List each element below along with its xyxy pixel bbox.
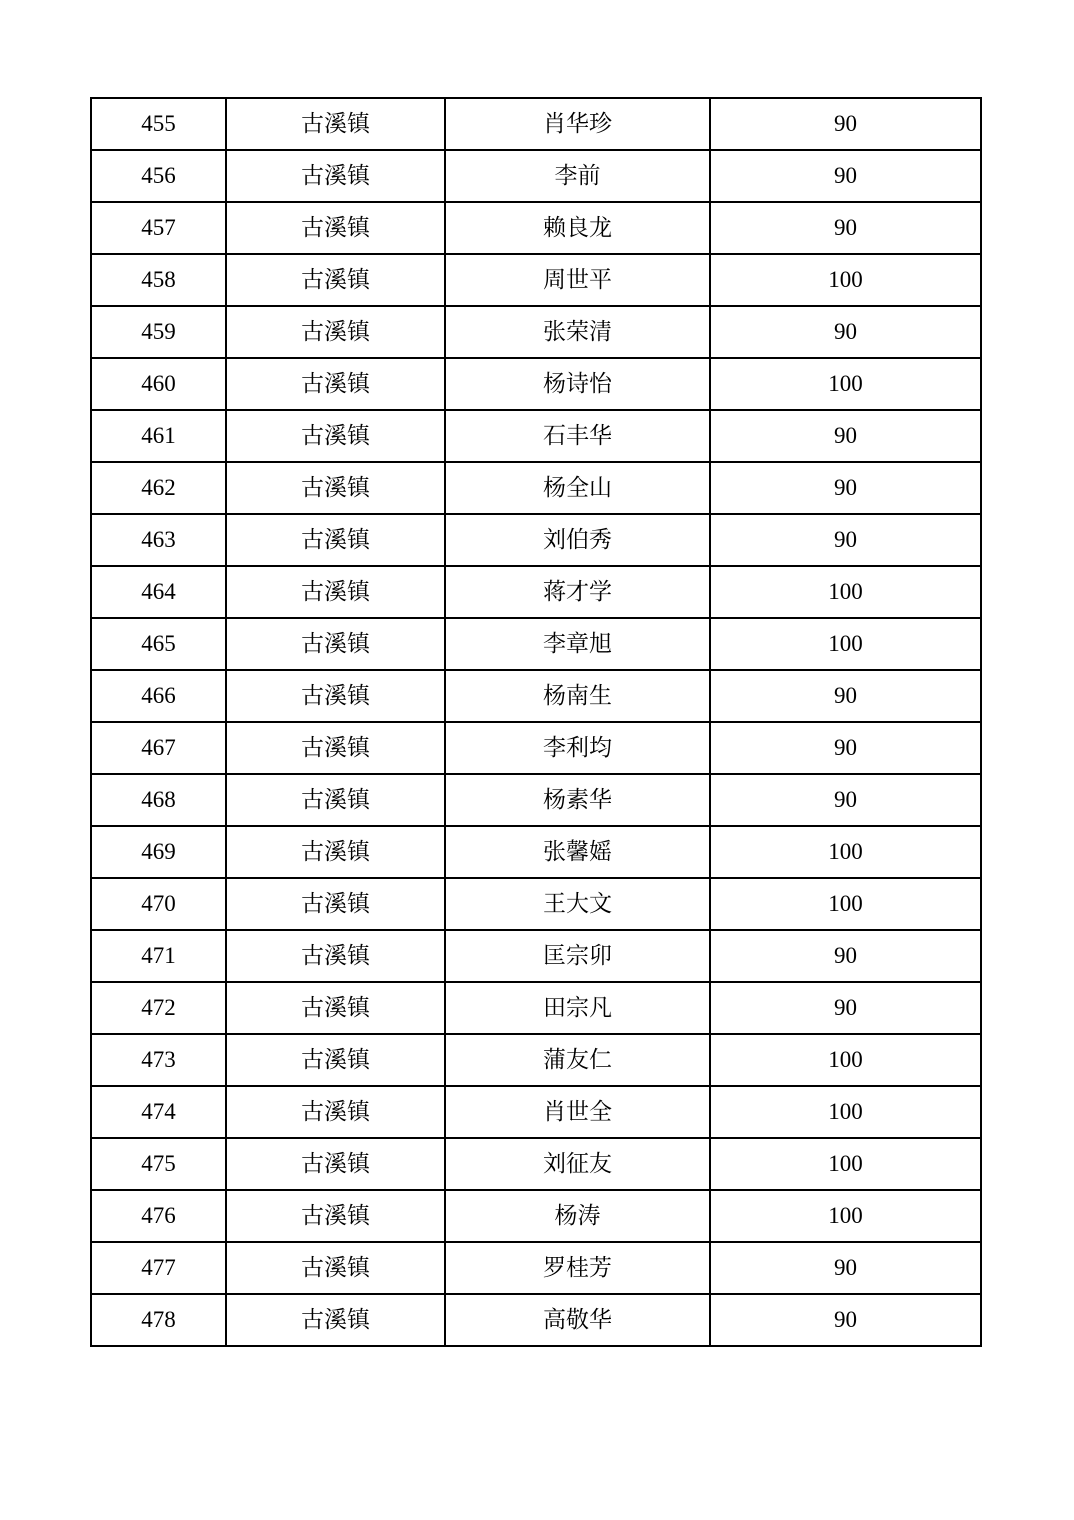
row-number-cell: 467 xyxy=(91,722,226,774)
person-name-cell: 肖华珍 xyxy=(445,98,710,150)
person-name-cell: 石丰华 xyxy=(445,410,710,462)
amount-cell: 90 xyxy=(710,202,981,254)
table-row xyxy=(91,1086,981,1138)
amount-cell: 100 xyxy=(710,1190,981,1242)
town-cell: 古溪镇 xyxy=(226,1190,445,1242)
person-name-cell: 王大文 xyxy=(445,878,710,930)
row-number-cell: 459 xyxy=(91,306,226,358)
amount-cell: 90 xyxy=(710,306,981,358)
amount-cell: 100 xyxy=(710,618,981,670)
amount-cell: 90 xyxy=(710,462,981,514)
row-number-cell: 469 xyxy=(91,826,226,878)
amount-cell: 90 xyxy=(710,514,981,566)
person-name-cell: 李前 xyxy=(445,150,710,202)
table-row xyxy=(91,202,981,254)
town-cell: 古溪镇 xyxy=(226,930,445,982)
person-name-cell: 刘征友 xyxy=(445,1138,710,1190)
person-name-cell: 杨诗怡 xyxy=(445,358,710,410)
town-cell: 古溪镇 xyxy=(226,566,445,618)
table-row xyxy=(91,150,981,202)
amount-cell: 100 xyxy=(710,1138,981,1190)
town-cell: 古溪镇 xyxy=(226,202,445,254)
amount-cell: 90 xyxy=(710,1242,981,1294)
town-cell: 古溪镇 xyxy=(226,150,445,202)
row-number-cell: 470 xyxy=(91,878,226,930)
amount-cell: 90 xyxy=(710,150,981,202)
town-cell: 古溪镇 xyxy=(226,826,445,878)
table-row xyxy=(91,254,981,306)
town-cell: 古溪镇 xyxy=(226,1034,445,1086)
town-cell: 古溪镇 xyxy=(226,1086,445,1138)
row-number-cell: 468 xyxy=(91,774,226,826)
person-name-cell: 蒲友仁 xyxy=(445,1034,710,1086)
person-name-cell: 杨南生 xyxy=(445,670,710,722)
town-cell: 古溪镇 xyxy=(226,670,445,722)
person-name-cell: 张馨媱 xyxy=(445,826,710,878)
town-cell: 古溪镇 xyxy=(226,982,445,1034)
amount-cell: 90 xyxy=(710,670,981,722)
row-number-cell: 455 xyxy=(91,98,226,150)
table-row xyxy=(91,1190,981,1242)
person-name-cell: 匡宗卯 xyxy=(445,930,710,982)
person-name-cell: 张荣清 xyxy=(445,306,710,358)
table-row xyxy=(91,878,981,930)
row-number-cell: 466 xyxy=(91,670,226,722)
row-number-cell: 473 xyxy=(91,1034,226,1086)
row-number-cell: 471 xyxy=(91,930,226,982)
town-cell: 古溪镇 xyxy=(226,98,445,150)
row-number-cell: 475 xyxy=(91,1138,226,1190)
person-name-cell: 罗桂芳 xyxy=(445,1242,710,1294)
data-table xyxy=(90,97,982,1347)
table-row xyxy=(91,1138,981,1190)
table-row xyxy=(91,462,981,514)
amount-cell: 90 xyxy=(710,982,981,1034)
amount-cell: 100 xyxy=(710,878,981,930)
row-number-cell: 458 xyxy=(91,254,226,306)
person-name-cell: 肖世全 xyxy=(445,1086,710,1138)
table-row xyxy=(91,774,981,826)
table-row xyxy=(91,358,981,410)
row-number-cell: 464 xyxy=(91,566,226,618)
row-number-cell: 476 xyxy=(91,1190,226,1242)
table-row xyxy=(91,722,981,774)
table-row xyxy=(91,306,981,358)
town-cell: 古溪镇 xyxy=(226,254,445,306)
person-name-cell: 杨涛 xyxy=(445,1190,710,1242)
town-cell: 古溪镇 xyxy=(226,878,445,930)
amount-cell: 90 xyxy=(710,98,981,150)
amount-cell: 90 xyxy=(710,774,981,826)
table-row xyxy=(91,618,981,670)
person-name-cell: 赖良龙 xyxy=(445,202,710,254)
amount-cell: 100 xyxy=(710,1034,981,1086)
table-row xyxy=(91,1034,981,1086)
town-cell: 古溪镇 xyxy=(226,1294,445,1346)
row-number-cell: 457 xyxy=(91,202,226,254)
row-number-cell: 461 xyxy=(91,410,226,462)
row-number-cell: 472 xyxy=(91,982,226,1034)
amount-cell: 100 xyxy=(710,358,981,410)
person-name-cell: 周世平 xyxy=(445,254,710,306)
amount-cell: 100 xyxy=(710,254,981,306)
table-row xyxy=(91,566,981,618)
person-name-cell: 高敬华 xyxy=(445,1294,710,1346)
row-number-cell: 462 xyxy=(91,462,226,514)
town-cell: 古溪镇 xyxy=(226,462,445,514)
amount-cell: 90 xyxy=(710,930,981,982)
amount-cell: 100 xyxy=(710,566,981,618)
town-cell: 古溪镇 xyxy=(226,722,445,774)
row-number-cell: 463 xyxy=(91,514,226,566)
person-name-cell: 李章旭 xyxy=(445,618,710,670)
row-number-cell: 456 xyxy=(91,150,226,202)
table-row xyxy=(91,826,981,878)
row-number-cell: 474 xyxy=(91,1086,226,1138)
table-row xyxy=(91,410,981,462)
row-number-cell: 465 xyxy=(91,618,226,670)
amount-cell: 90 xyxy=(710,1294,981,1346)
town-cell: 古溪镇 xyxy=(226,306,445,358)
table-row xyxy=(91,98,981,150)
person-name-cell: 刘伯秀 xyxy=(445,514,710,566)
town-cell: 古溪镇 xyxy=(226,774,445,826)
amount-cell: 90 xyxy=(710,722,981,774)
person-name-cell: 杨全山 xyxy=(445,462,710,514)
table-row xyxy=(91,982,981,1034)
person-name-cell: 杨素华 xyxy=(445,774,710,826)
table-row xyxy=(91,1242,981,1294)
amount-cell: 100 xyxy=(710,826,981,878)
person-name-cell: 李利均 xyxy=(445,722,710,774)
table-body xyxy=(91,98,981,1346)
row-number-cell: 477 xyxy=(91,1242,226,1294)
table-row xyxy=(91,1294,981,1346)
town-cell: 古溪镇 xyxy=(226,358,445,410)
row-number-cell: 478 xyxy=(91,1294,226,1346)
town-cell: 古溪镇 xyxy=(226,514,445,566)
table-row xyxy=(91,670,981,722)
town-cell: 古溪镇 xyxy=(226,618,445,670)
table-row xyxy=(91,930,981,982)
amount-cell: 100 xyxy=(710,1086,981,1138)
person-name-cell: 田宗凡 xyxy=(445,982,710,1034)
person-name-cell: 蒋才学 xyxy=(445,566,710,618)
table-row xyxy=(91,514,981,566)
amount-cell: 90 xyxy=(710,410,981,462)
town-cell: 古溪镇 xyxy=(226,410,445,462)
town-cell: 古溪镇 xyxy=(226,1138,445,1190)
row-number-cell: 460 xyxy=(91,358,226,410)
town-cell: 古溪镇 xyxy=(226,1242,445,1294)
